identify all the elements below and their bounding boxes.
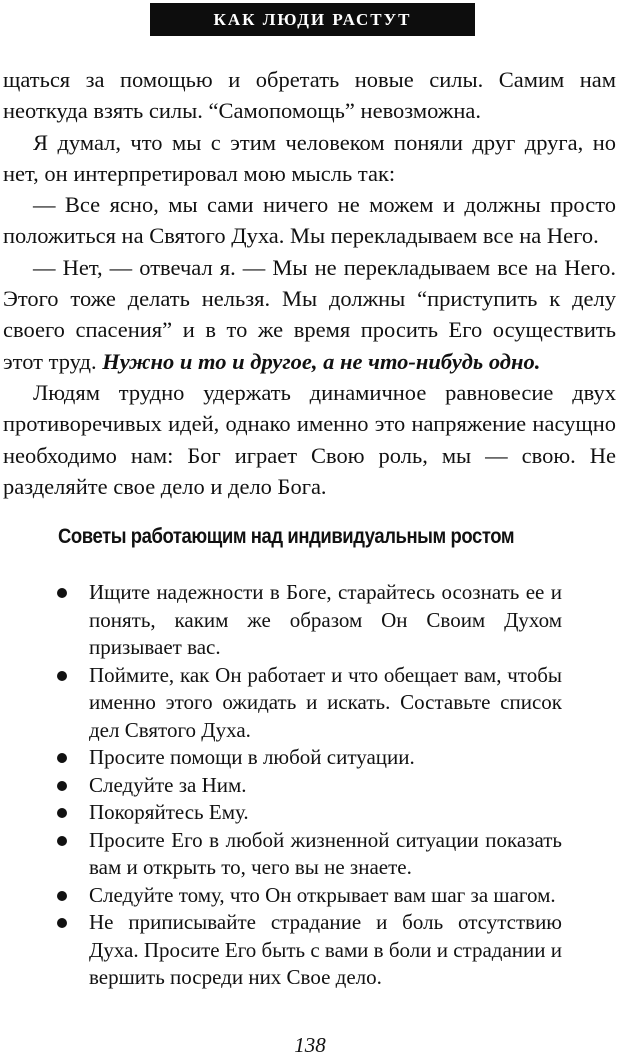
- bullet-icon: [57, 781, 67, 791]
- list-item: [50, 744, 562, 772]
- bullet-icon: [57, 808, 67, 818]
- bullet-icon: [57, 671, 67, 681]
- bullet-icon: [57, 588, 67, 598]
- list-item-text: Следуйте за Ним.: [89, 772, 247, 797]
- paragraph-text: — Нет, — отвечал я. — Мы не перекладываем все на Него. Этого тоже делать нельзя. Мы должны “приступить к делу своего спасения” и в то же время просить Его осуществить этот труд.: [3, 254, 616, 374]
- tips-list: [50, 579, 562, 992]
- list-item-text: Просите Его в любой жизненной ситуации показать вам и открыть то, чего вы не знаете.: [89, 827, 562, 879]
- list-item-text: Покоряйтесь Ему.: [89, 800, 249, 824]
- bullet-icon: [57, 836, 67, 846]
- list-item: [50, 909, 562, 992]
- bullet-icon: [57, 891, 67, 901]
- list-item: [50, 662, 562, 745]
- paragraph: — Все ясно, мы сами ничего не можем и должны просто положиться на Святого Духа. Мы перекладываем все на Него.: [3, 192, 616, 249]
- list-item: [50, 772, 562, 800]
- body-text: [3, 64, 616, 502]
- list-item-text: Не приписывайте страдание и боль отсутствию Духа. Просите Его быть с вами в боли и страдании и вершить посреди них Свое дело.: [89, 910, 562, 989]
- list-item-text: Просите помощи в любой ситуации.: [89, 745, 415, 769]
- paragraph: щаться за помощью и обретать новые силы. Самим нам неоткуда взять силы. “Самопомощь” невозможна.: [3, 67, 616, 124]
- list-item-text: Ищите надежности в Боге, старайтесь осознать ее и понять, каким же образом Он Своим Духом призывает вас.: [89, 580, 562, 659]
- paragraph: [3, 252, 616, 377]
- bullet-icon: [57, 753, 67, 763]
- emphasis-text: Нужно и то и другое, а не что-нибудь одно.: [102, 348, 541, 374]
- list-item: [50, 799, 562, 827]
- section-heading: Советы работающим над индивидуальным ростом: [58, 524, 515, 548]
- bullet-icon: [57, 918, 67, 928]
- page-number: 138: [294, 1033, 326, 1057]
- list-item-text: Следуйте тому, что Он открывает вам шаг за шагом.: [89, 882, 556, 907]
- running-header: КАК ЛЮДИ РАСТУТ: [150, 3, 475, 36]
- list-item: [50, 579, 562, 662]
- paragraph: Я думал, что мы с этим человеком поняли друг друга, но нет, он интерпретировал мою мысль так:: [3, 129, 616, 186]
- list-item-text: Поймите, как Он работает и что обещает вам, чтобы именно этого ожидать и искать. Составьте список дел Святого Духа.: [89, 662, 562, 742]
- list-item: [50, 827, 562, 882]
- list-item: [50, 882, 562, 910]
- paragraph: Людям трудно удержать динамичное равновесие двух противоречивых идей, однако именно это напряжение насущно необходимо нам: Бог играет Свою роль, мы — свою. Не разделяйте свое дело и дело Бога.: [3, 379, 616, 499]
